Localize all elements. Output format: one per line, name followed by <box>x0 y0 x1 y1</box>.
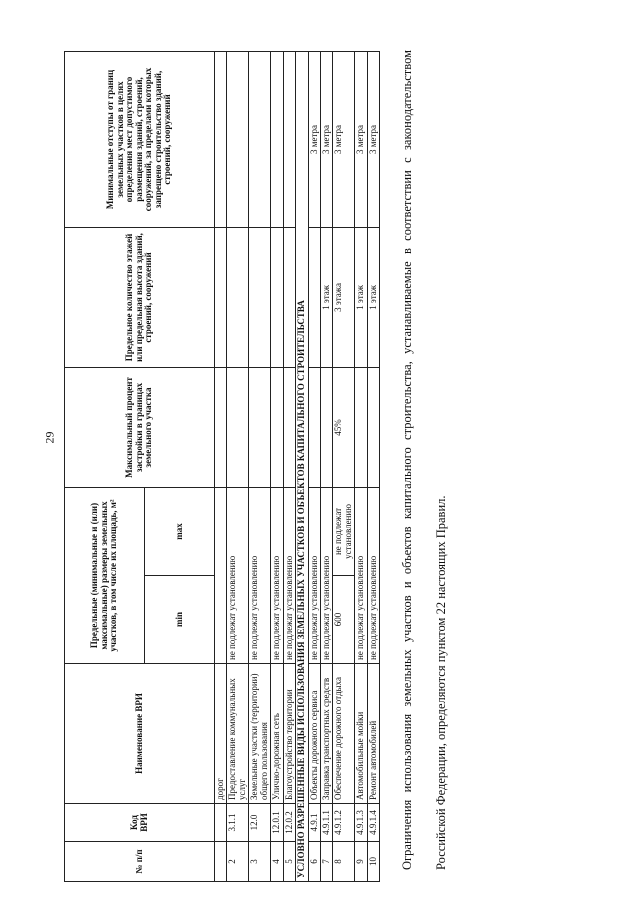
cell-num: 8 <box>333 842 355 882</box>
cell-name: Улично-дорожная сеть <box>271 664 283 804</box>
cell-min: не подлежат установлению <box>227 487 249 663</box>
cell-name: Объекты дорожного сервиса <box>308 664 320 804</box>
cell-num: 10 <box>367 842 379 882</box>
cell-setback <box>249 51 271 227</box>
cell-code: 4.9.1.3 <box>355 804 367 842</box>
cell-setback: 3 метра <box>367 51 379 227</box>
header-min: min <box>145 576 215 664</box>
cell-name: Заправка транспортных средств <box>320 664 332 804</box>
cell-code: 12.0 <box>249 804 271 842</box>
cell-floors: 3 этажа <box>333 227 355 367</box>
cell-setback <box>215 51 227 227</box>
cell-name: Земельные участки (территории) общего пользования <box>249 664 271 804</box>
cell-percent <box>249 367 271 487</box>
cell-code: 4.9.1.4 <box>367 804 379 842</box>
cell-num: 9 <box>355 842 367 882</box>
table-row <box>271 51 283 881</box>
cell-min <box>215 487 227 663</box>
cell-floors: 1 этаж <box>320 227 332 367</box>
header-num: № п/п <box>65 842 215 882</box>
cell-floors <box>215 227 227 367</box>
cell-percent <box>308 367 320 487</box>
cell-percent <box>283 367 295 487</box>
cell-name: Обеспечение дорожного отдыха <box>333 664 355 804</box>
cell-percent <box>320 367 332 487</box>
cell-floors <box>308 227 320 367</box>
cell-setback: 3 метра <box>308 51 320 227</box>
cell-name: Ремонт автомобилей <box>367 664 379 804</box>
cell-code: 4.9.1.1 <box>320 804 332 842</box>
cell-percent <box>215 367 227 487</box>
cell-num: 7 <box>320 842 332 882</box>
header-code: Код ВРИ <box>65 804 215 842</box>
table-row <box>367 51 379 881</box>
cell-min: 600 <box>333 576 355 664</box>
table-row <box>355 51 367 881</box>
cell-percent <box>355 367 367 487</box>
cell-setback <box>227 51 249 227</box>
cell-floors: 1 этаж <box>367 227 379 367</box>
header-sizes: Предельные (минимальные и (или) максимальные) размеры земельных участков, в том числе их площадь, м² <box>65 487 145 663</box>
header-name: Наименование ВРИ <box>65 664 215 804</box>
cell-percent <box>227 367 249 487</box>
cell-min: не подлежат установлению <box>249 487 271 663</box>
cell-floors <box>227 227 249 367</box>
cell-floors: 1 этаж <box>355 227 367 367</box>
cell-name: Предоставление коммунальных услуг <box>227 664 249 804</box>
cell-code: 12.0.1 <box>271 804 283 842</box>
cell-num: 6 <box>308 842 320 882</box>
table-row <box>215 51 227 881</box>
table-row <box>283 51 295 881</box>
vri-table <box>64 51 380 882</box>
cell-num: 2 <box>227 842 249 882</box>
cell-min: не подлежат установлению <box>308 487 320 663</box>
cell-setback: 3 метра <box>333 51 355 227</box>
cell-min: не подлежат установлению <box>355 487 367 663</box>
cell-setback: 3 метра <box>320 51 332 227</box>
cell-name: дорог <box>215 664 227 804</box>
cell-code <box>215 804 227 842</box>
table-row <box>333 51 355 881</box>
table-row <box>320 51 332 881</box>
cell-floors <box>249 227 271 367</box>
cell-floors <box>271 227 283 367</box>
cell-setback <box>283 51 295 227</box>
cell-num: 3 <box>249 842 271 882</box>
cell-percent: 45% <box>333 367 355 487</box>
cell-setback: 3 метра <box>355 51 367 227</box>
cell-name: Автомобильные мойки <box>355 664 367 804</box>
section-title: УСЛОВНО РАЗРЕШЕННЫЕ ВИДЫ ИСПОЛЬЗОВАНИЯ ЗЕМЕЛЬНЫХ УЧАСТКОВ И ОБЪЕКТОВ КАПИТАЛЬНОГО СТРОИТЕЛЬСТВА <box>296 51 308 881</box>
cell-code: 4.9.1.2 <box>333 804 355 842</box>
cell-num: 4 <box>271 842 283 882</box>
header-setback: Минимальные отступы от границ земельных участков в целях определения мест допустимого размещения зданий, строений, сооружений, за пределами которых запрещено строительство зданий, строений, сооружений <box>65 51 215 227</box>
cell-floors <box>283 227 295 367</box>
cell-max: не подлежат установлению <box>333 487 355 575</box>
footnote: Ограничения использования земельных участков и объектов капитального строительства, устанавливаемые в соответствии с законодательством Российской Федерации, определяются пунктом 22 настоящих Правил. <box>400 50 448 870</box>
table-row <box>308 51 320 881</box>
cell-code: 3.1.1 <box>227 804 249 842</box>
rotated-page-content <box>64 52 424 882</box>
cell-min: не подлежат установлению <box>271 487 283 663</box>
header-floors: Предельное количество этажей или предельная высота зданий, строений, сооружений <box>65 227 215 367</box>
cell-code: 4.9.1 <box>308 804 320 842</box>
cell-name: Благоустройство территории <box>283 664 295 804</box>
cell-min: не подлежат установлению <box>320 487 332 663</box>
cell-min: не подлежат установлению <box>367 487 379 663</box>
page-number: 29 <box>42 431 57 444</box>
cell-num <box>215 842 227 882</box>
table-row <box>227 51 249 881</box>
cell-setback <box>271 51 283 227</box>
cell-percent <box>367 367 379 487</box>
cell-code: 12.0.2 <box>283 804 295 842</box>
header-max: max <box>145 487 215 575</box>
header-percent: Максимальный процент застройки в границах земельного участка <box>65 367 215 487</box>
cell-percent <box>271 367 283 487</box>
cell-num: 5 <box>283 842 295 882</box>
cell-min: не подлежат установлению <box>283 487 295 663</box>
table-row <box>249 51 271 881</box>
